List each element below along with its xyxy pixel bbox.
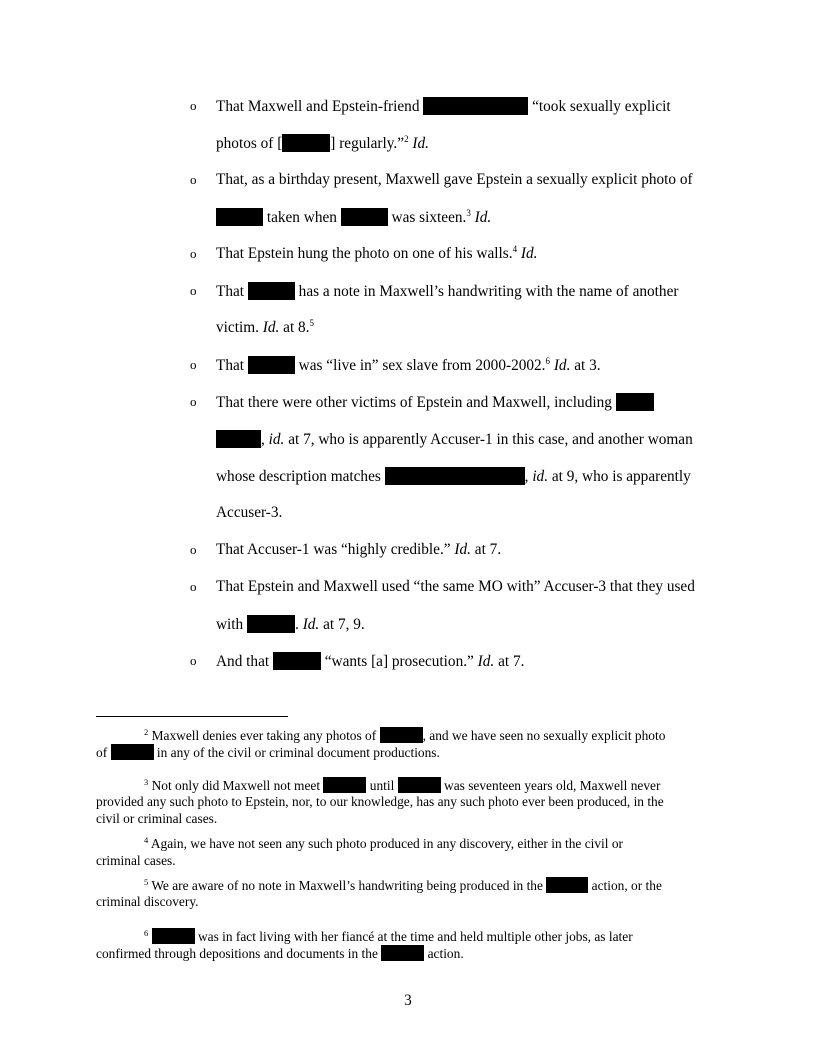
footnote-reference: 6: [545, 356, 550, 366]
bullet-marker: o: [190, 394, 197, 409]
footnote-line: civil or criminal cases.: [96, 811, 218, 826]
redaction-box: [152, 928, 195, 944]
footnote-number: 6: [144, 928, 149, 938]
citation-italic: Id.: [454, 541, 471, 558]
footnote-line: of in any of the civil or criminal document productions.: [96, 745, 440, 760]
bullet-marker: o: [190, 246, 197, 261]
redaction-box: [323, 777, 366, 793]
redaction-box: [111, 744, 154, 760]
footnote-line: criminal cases.: [96, 853, 176, 868]
citation-italic: Id.: [412, 135, 429, 152]
page-number: 3: [404, 992, 412, 1009]
footnote-line: criminal discovery.: [96, 894, 199, 909]
bullet-text-line: with . Id. at 7, 9.: [216, 616, 365, 633]
bullet-marker: o: [190, 653, 197, 668]
redaction-box: [385, 467, 525, 485]
bullet-marker: o: [190, 579, 197, 594]
redaction-box: [616, 393, 654, 411]
redaction-box: [248, 356, 295, 374]
citation-italic: id.: [268, 431, 285, 448]
redaction-box: [282, 134, 330, 152]
bullet-text-line: That Accuser-1 was “highly credible.” Id. at 7.: [216, 541, 502, 558]
redaction-box: [380, 727, 423, 743]
footnote-line: confirmed through depositions and documents in the action.: [96, 946, 464, 961]
footnote-reference: 4: [512, 244, 518, 254]
redaction-box: [381, 945, 424, 961]
footnote-line: $^4$ Again, we have not seen any such photo produced in any discovery, either in the civil or: [144, 835, 623, 851]
bullet-text-line: , id. at 7, who is apparently Accuser-1 in this case, and another woman: [216, 430, 693, 449]
citation-italic: Id.: [520, 245, 538, 262]
redaction-box: [423, 97, 528, 115]
redaction-box: [248, 282, 295, 300]
citation-italic: Id.: [553, 357, 571, 374]
citation-italic: Id.: [302, 616, 320, 633]
footnote-line: $^6$ was in fact living with her fiancé at the time and held multiple other jobs, as later: [144, 928, 633, 944]
bullet-text-line: Accuser-3.: [216, 504, 283, 521]
footnote-number: 4: [144, 835, 149, 845]
citation-italic: Id.: [477, 653, 495, 670]
redaction-box: [546, 877, 588, 893]
bullet-text-line: victim. Id. at 8.$^5$: [216, 318, 314, 336]
citation-italic: Id.: [262, 319, 280, 336]
footnote-number: 5: [144, 877, 149, 887]
footnote-line: $^5$ We are aware of no note in Maxwell’s handwriting being produced in the action, or the: [144, 877, 662, 893]
redaction-box: [216, 208, 263, 226]
bullet-text-line: taken when was sixteen.$^3$ Id.: [216, 208, 491, 227]
citation-italic: id.: [532, 468, 549, 485]
footnote-reference: 3: [466, 208, 471, 218]
bullet-marker: o: [190, 542, 197, 557]
bullet-text-line: whose description matches , id. at 9, who is apparently: [216, 468, 691, 485]
bullet-text-line: That Epstein and Maxwell used “the same MO with” Accuser-3 that they used: [216, 578, 695, 595]
footnote-reference: 2: [404, 134, 409, 144]
citation-italic: Id.: [474, 209, 492, 226]
bullet-text-line: That, as a birthday present, Maxwell gave Epstein a sexually explicit photo of: [216, 171, 693, 188]
bullet-text-line: That has a note in Maxwell’s handwriting with the name of another: [216, 283, 679, 300]
bullet-text-line: That Maxwell and Epstein-friend “took sexually explicit: [216, 98, 671, 115]
redaction-box: [398, 777, 441, 793]
footnote-line: $^2$ Maxwell denies ever taking any photos of , and we have seen no sexually explicit photo: [144, 727, 666, 743]
footnote-reference: 5: [309, 318, 314, 328]
bullet-marker: o: [190, 98, 197, 113]
redaction-box: [216, 430, 261, 448]
bullet-text-line: That was “live in” sex slave from 2000-2002.$^6$ Id. at 3.: [216, 356, 601, 374]
bullet-text-line: photos of [ ] regularly.”$^2$ Id.: [216, 134, 429, 152]
footnote-line: provided any such photo to Epstein, nor, to our knowledge, has any such photo ever been produced, in the: [96, 794, 664, 809]
bullet-text-line: And that “wants [a] prosecution.” Id. at 7.: [216, 653, 525, 670]
bullet-marker: o: [190, 172, 197, 187]
footnote-line: $^3$ Not only did Maxwell not meet until was seventeen years old, Maxwell never: [144, 777, 661, 793]
bullet-marker: o: [190, 357, 197, 372]
redaction-box: [341, 208, 388, 226]
bullet-marker: o: [190, 283, 197, 298]
footnote-number: 2: [144, 727, 149, 737]
redaction-box: [247, 615, 295, 633]
bullet-text-line: That there were other victims of Epstein and Maxwell, including: [216, 393, 654, 412]
bullet-text-line: That Epstein hung the photo on one of his walls.$^4$ Id.: [216, 244, 538, 262]
footnote-separator: [96, 716, 288, 717]
redaction-box: [273, 652, 321, 670]
footnote-number: 3: [144, 777, 149, 787]
